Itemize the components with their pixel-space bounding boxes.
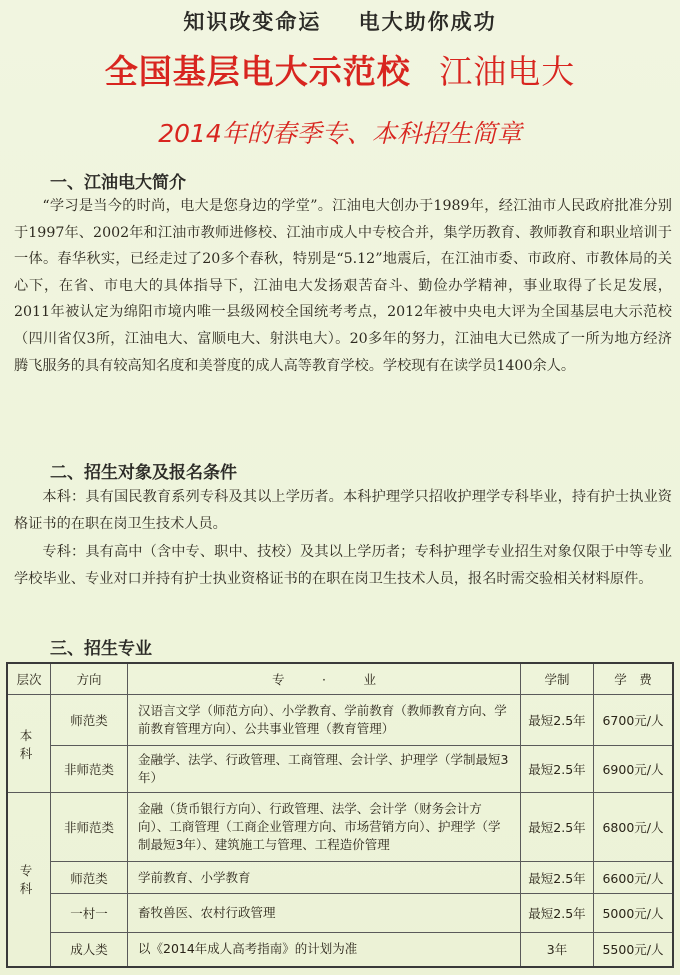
headline	[0, 46, 680, 93]
table-row	[7, 932, 673, 967]
headline-school: 江油电大	[439, 52, 576, 91]
row-duration: 最短2.5年	[521, 792, 594, 861]
row-major: 学前教育、小学教育	[128, 861, 521, 893]
table-header-row	[7, 663, 673, 695]
headline-main: 全国基层电大示范校	[104, 52, 411, 91]
row-major: 汉语言文学（师范方向）、小学教育、学前教育（教师教育方向、学前教育管理方向）、公共事业管理（教育管理）	[128, 695, 521, 746]
header-level: 层次	[7, 663, 51, 695]
row-duration: 最短2.5年	[521, 861, 594, 893]
row-duration: 最短2.5年	[521, 894, 594, 933]
section-heading-majors: 三、招生专业	[50, 639, 152, 659]
row-duration: 最短2.5年	[521, 746, 594, 793]
subtitle: 2014年的春季专、本科招生简章	[158, 119, 522, 148]
table-row	[7, 746, 673, 793]
row-direction: 一村一	[51, 894, 128, 933]
section-heading-admission: 二、招生对象及报名条件	[50, 463, 237, 483]
header-duration: 学制	[521, 663, 594, 695]
row-direction: 非师范类	[51, 746, 128, 793]
row-direction: 非师范类	[51, 792, 128, 861]
row-duration: 3年	[521, 932, 594, 967]
slogan-right: 电大助你成功	[358, 9, 497, 34]
table-row	[7, 695, 673, 746]
row-direction: 师范类	[51, 861, 128, 893]
section-heading-intro: 一、江油电大简介	[50, 173, 186, 193]
intro-paragraph: “学习是当今的时尚，电大是您身边的学堂”。江油电大创办于1989年，经江油市人民政府批准分别于1997年、2002年和江油市教师进修校、江油市成人中专校合并，集学历教育、教师教育和职业培训于一体。春华秋实，已经走过了20多个春秋，特别是“5.12”地震后，在江油市委、市政府、市教体局的关心下，在省、市电大的具体指导下，江油电大发扬艰苦奋斗、勤俭办学精神，事业取得了长足发展，2011年被认定为绵阳市境内唯一县级网校全国统考考点，2012年被中央电大评为全国基层电大示范校（四川省仅3所，江油电大、富顺电大、射洪电大）。20多年的努力，江油电大已然成了一所为地方经济腾飞服务的具有较高知名度和美誉度的成人高等教育学校。学校现有在读学员1400余人。	[14, 198, 672, 374]
row-fee: 6800元/人	[594, 792, 674, 861]
level-associate: 专科	[7, 792, 51, 967]
level-bachelor: 本科	[7, 695, 51, 792]
admission-bachelor: 本科：具有国民教育系列专科及其以上学历者。本科护理学只招收护理学专科毕业，持有护士执业资格证书的在职在岗卫生技术人员。	[14, 489, 672, 532]
row-fee: 6700元/人	[594, 695, 674, 746]
row-major: 以《2014年成人高考指南》的计划为准	[128, 932, 521, 967]
header-major: 专 · 业	[128, 663, 521, 695]
admission-associate: 专科：具有高中（含中专、职中、技校）及其以上学历者；专科护理学专业招生对象仅限于中等专业学校毕业、专业对口并持有护士执业资格证书的在职在岗卫生技术人员，报名时需交验相关材料原件。	[14, 544, 672, 587]
slogan	[0, 6, 680, 36]
majors-table	[6, 662, 674, 968]
row-direction: 师范类	[51, 695, 128, 746]
header-fee: 学 费	[594, 663, 674, 695]
header-direction: 方向	[51, 663, 128, 695]
row-fee: 6900元/人	[594, 746, 674, 793]
row-major: 畜牧兽医、农村行政管理	[128, 894, 521, 933]
table-row	[7, 861, 673, 893]
slogan-left: 知识改变命运	[183, 9, 322, 34]
table-row	[7, 792, 673, 861]
row-major: 金融（货币银行方向）、行政管理、法学、会计学（财务会计方向）、工商管理（工商企业管理方向、市场营销方向）、护理学（学制最短3年）、建筑施工与管理、工程造价管理	[128, 792, 521, 861]
row-major: 金融学、法学、行政管理、工商管理、会计学、护理学（学制最短3年）	[128, 746, 521, 793]
row-fee: 6600元/人	[594, 861, 674, 893]
row-fee: 5500元/人	[594, 932, 674, 967]
row-duration: 最短2.5年	[521, 695, 594, 746]
table-row	[7, 894, 673, 933]
row-fee: 5000元/人	[594, 894, 674, 933]
row-direction: 成人类	[51, 932, 128, 967]
